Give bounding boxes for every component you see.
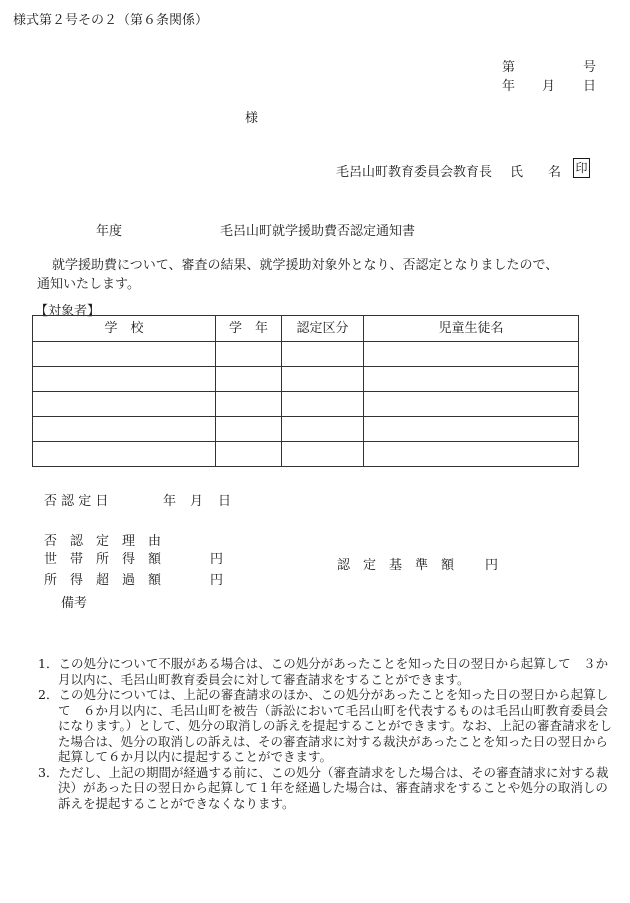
cell-classification[interactable] bbox=[282, 367, 364, 392]
cell-student-name[interactable] bbox=[364, 342, 579, 367]
cell-grade[interactable] bbox=[216, 442, 282, 467]
denial-date-label: 否 認 定 日 bbox=[44, 494, 109, 509]
denial-reason-label: 否 認 定 理 由 bbox=[44, 534, 162, 549]
fiscal-year-label: 年度 bbox=[96, 224, 123, 239]
cell-grade[interactable] bbox=[216, 392, 282, 417]
denial-date-year-label: 年 bbox=[163, 494, 177, 509]
appeal-note-1: 1．この処分について不服がある場合は、この処分があったことを知った日の翌日から起算して ３か月以内に、毛呂山町教育委員会に対して審査請求をすることができます。 bbox=[38, 656, 609, 687]
header-grade: 学 年 bbox=[216, 316, 282, 342]
issue-number-suffix: 号 bbox=[583, 60, 597, 75]
table-row bbox=[33, 367, 579, 392]
issuer-title: 毛呂山町教育委員会教育長 bbox=[336, 165, 493, 180]
notice-body-line-2: 通知いたします。 bbox=[37, 277, 140, 292]
notice-body-line-1: 就学援助費について、審査の結果、就学援助対象外となり、否認定となりましたので、 bbox=[52, 258, 559, 273]
cell-classification[interactable] bbox=[282, 392, 364, 417]
cell-student-name[interactable] bbox=[364, 367, 579, 392]
table-row bbox=[33, 342, 579, 367]
cell-grade[interactable] bbox=[216, 417, 282, 442]
appeal-note-2: 2．この処分については、上記の審査請求のほか、この処分があったことを知った日の翌日から起算して ６か月以内に、毛呂山町を被告（訴訟において毛呂山町を代表するものは毛呂山町教育委員会になります。）として、処分の取消しの訴えを提起することができます。なお、上記の審査請求をした場合は、処分の取消しの訴えは、その審査請求に対する裁決があったことを知った日の翌日から起算して６か月以内に提起することができます。 bbox=[38, 687, 613, 764]
issuer-name-label-2: 名 bbox=[548, 165, 562, 180]
cell-student-name[interactable] bbox=[364, 442, 579, 467]
appeal-notes bbox=[34, 656, 614, 811]
seal-stamp: 印 bbox=[573, 158, 590, 178]
remarks-label: 備考 bbox=[61, 596, 88, 611]
issue-number-prefix: 第 bbox=[502, 60, 516, 75]
household-income-yen: 円 bbox=[210, 552, 224, 567]
header-classification: 認定区分 bbox=[282, 316, 364, 342]
excess-income-yen: 円 bbox=[210, 573, 224, 588]
issuer-name-label-1: 氏 bbox=[510, 165, 524, 180]
header-student-name: 児童生徒名 bbox=[364, 316, 579, 342]
household-income-label: 世 帯 所 得 額 bbox=[44, 552, 162, 567]
subject-table bbox=[32, 315, 579, 467]
recipient-honorific: 様 bbox=[245, 111, 259, 126]
issue-date-day-label: 日 bbox=[583, 79, 597, 94]
excess-income-label: 所 得 超 過 額 bbox=[44, 573, 162, 588]
issue-date-year-label: 年 bbox=[502, 79, 516, 94]
subject-label: 【対象者】 bbox=[35, 304, 101, 319]
document-title: 毛呂山町就学援助費否認定通知書 bbox=[220, 224, 416, 239]
standard-amount-label: 認 定 基 準 額 bbox=[337, 558, 455, 573]
cell-school[interactable] bbox=[33, 442, 216, 467]
notice-body bbox=[37, 256, 597, 294]
appeal-note-3: 3．ただし、上記の期間が経過する前に、この処分（審査請求をした場合は、その審査請求に対する裁決）があった日の翌日から起算して１年を経過した場合は、審査請求をすることや処分の取消しの訴えを提起することができなくなります。 bbox=[38, 764, 609, 811]
issue-date-month-label: 月 bbox=[542, 79, 556, 94]
denial-date-day-label: 日 bbox=[218, 494, 232, 509]
table-row bbox=[33, 392, 579, 417]
table-header-row bbox=[33, 316, 579, 342]
cell-school[interactable] bbox=[33, 417, 216, 442]
cell-classification[interactable] bbox=[282, 417, 364, 442]
cell-grade[interactable] bbox=[216, 342, 282, 367]
cell-school[interactable] bbox=[33, 342, 216, 367]
cell-classification[interactable] bbox=[282, 442, 364, 467]
cell-grade[interactable] bbox=[216, 367, 282, 392]
cell-school[interactable] bbox=[33, 392, 216, 417]
cell-classification[interactable] bbox=[282, 342, 364, 367]
cell-student-name[interactable] bbox=[364, 417, 579, 442]
denial-date-month-label: 月 bbox=[190, 494, 204, 509]
header-school: 学 校 bbox=[33, 316, 216, 342]
standard-amount-yen: 円 bbox=[485, 558, 499, 573]
table-row bbox=[33, 417, 579, 442]
form-number: 様式第２号その２（第６条関係） bbox=[13, 13, 209, 28]
table-row bbox=[33, 442, 579, 467]
cell-student-name[interactable] bbox=[364, 392, 579, 417]
cell-school[interactable] bbox=[33, 367, 216, 392]
